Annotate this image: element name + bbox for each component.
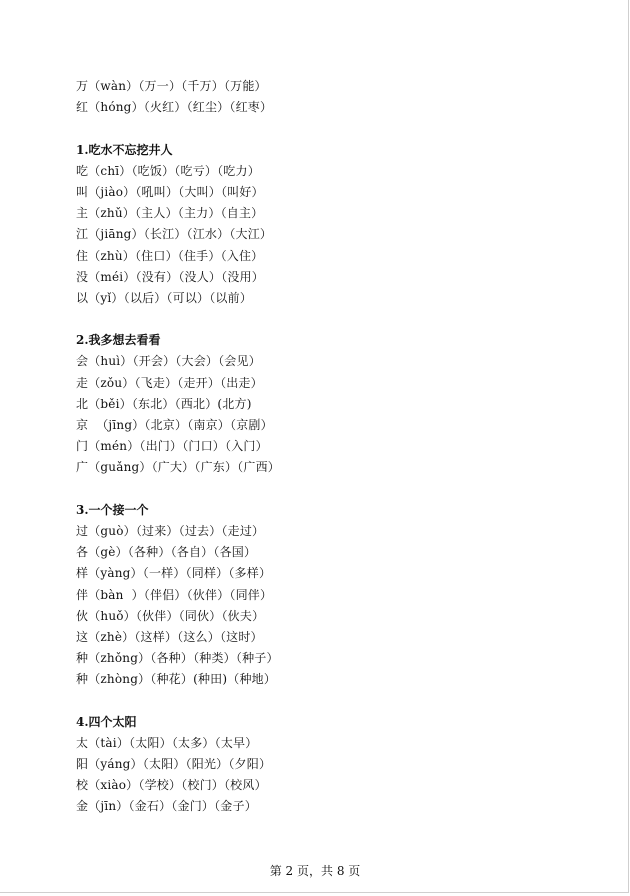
- section-title: 2.我多想去看看: [76, 333, 161, 348]
- vocab-line: 红（hóng）（火红）（红尘）（红枣）: [76, 100, 273, 115]
- vocab-line: 校（xiào）（学校）（校门）（校风）: [76, 778, 267, 793]
- vocab-line: 伴（bàn ）（伴侣）（伙伴）（同伴）: [76, 587, 273, 602]
- vocab-line: 没（méi）（没有）（没人）（没用）: [76, 269, 264, 284]
- vocab-line: 阳（yáng）（太阳）（阳光）（夕阳）: [76, 757, 272, 771]
- vocab-line: 广（guǎng）（广大）（广东）（广西）: [76, 460, 280, 475]
- lesson-section-3: [76, 500, 576, 691]
- vocab-line: 万（wàn）（万一）（千万）（万能）: [76, 79, 267, 93]
- vocab-line: 北（běi）（东北）（西北）(北方): [76, 396, 252, 411]
- vocab-line: 走（zǒu）（飞走）（走开）（出走）: [76, 375, 263, 390]
- vocab-line: 样（yàng）（一样）（同样）（多样）: [76, 566, 272, 581]
- vocab-line: 会（huì）（开会）（大会）（会见）: [76, 354, 261, 369]
- section-title: 1.吃水不忘挖井人: [76, 142, 173, 157]
- vocab-line: 门（mén）（出门）（门口）（入门）: [76, 439, 268, 454]
- vocab-line: 江（jiāng）（长江）（江水）（大江）: [76, 227, 273, 242]
- vocab-line: 以（yǐ）（以后）（可以）（以前）: [76, 290, 253, 305]
- vocab-line: 金（jīn）（金石）（金门）（金子）: [76, 799, 257, 814]
- vocab-line: 各（gè）（各种）（各自）（各国）: [76, 545, 257, 560]
- lesson-section-4: [76, 712, 576, 818]
- vocab-line: 这（zhè）（这样）（这么）（这时）: [76, 629, 263, 644]
- lesson-section-2: [76, 330, 576, 478]
- page-footer: 第 2 页，共 8 页: [269, 864, 361, 878]
- vocab-line: 种（zhòng）（种花）(种田)（种地）: [76, 672, 277, 687]
- vocab-line: 种（zhǒng）（各种）（种类）（种子）: [76, 651, 279, 666]
- vocab-line: 主（zhǔ）（主人）（主力）（自主）: [76, 206, 264, 221]
- section-title: 3.一个接一个: [76, 502, 149, 517]
- vocab-line: 太（tài）（太阳）（太多）（太早）: [76, 735, 258, 750]
- vocab-line: 住（zhù）（住口）（住手）（入住）: [76, 248, 264, 263]
- page-content: [76, 76, 576, 818]
- vocab-line: 过（guò）（过来）（过去）（走过）: [76, 523, 265, 538]
- vocab-line: 叫（jiào）（吼叫）（大叫）（叫好）: [76, 184, 264, 199]
- vocab-line: 京 （jīng）（北京）（南京）（京剧）: [76, 418, 273, 432]
- vocab-line: 吃（chī）（吃饭）（吃亏）（吃力）: [76, 163, 260, 178]
- section-title: 4.四个太阳: [76, 714, 137, 729]
- lesson-section-1: [76, 140, 576, 310]
- vocab-line: 伙（huǒ）（伙伴）（同伙）（伙夫）: [76, 608, 265, 623]
- intro-block: [76, 76, 576, 118]
